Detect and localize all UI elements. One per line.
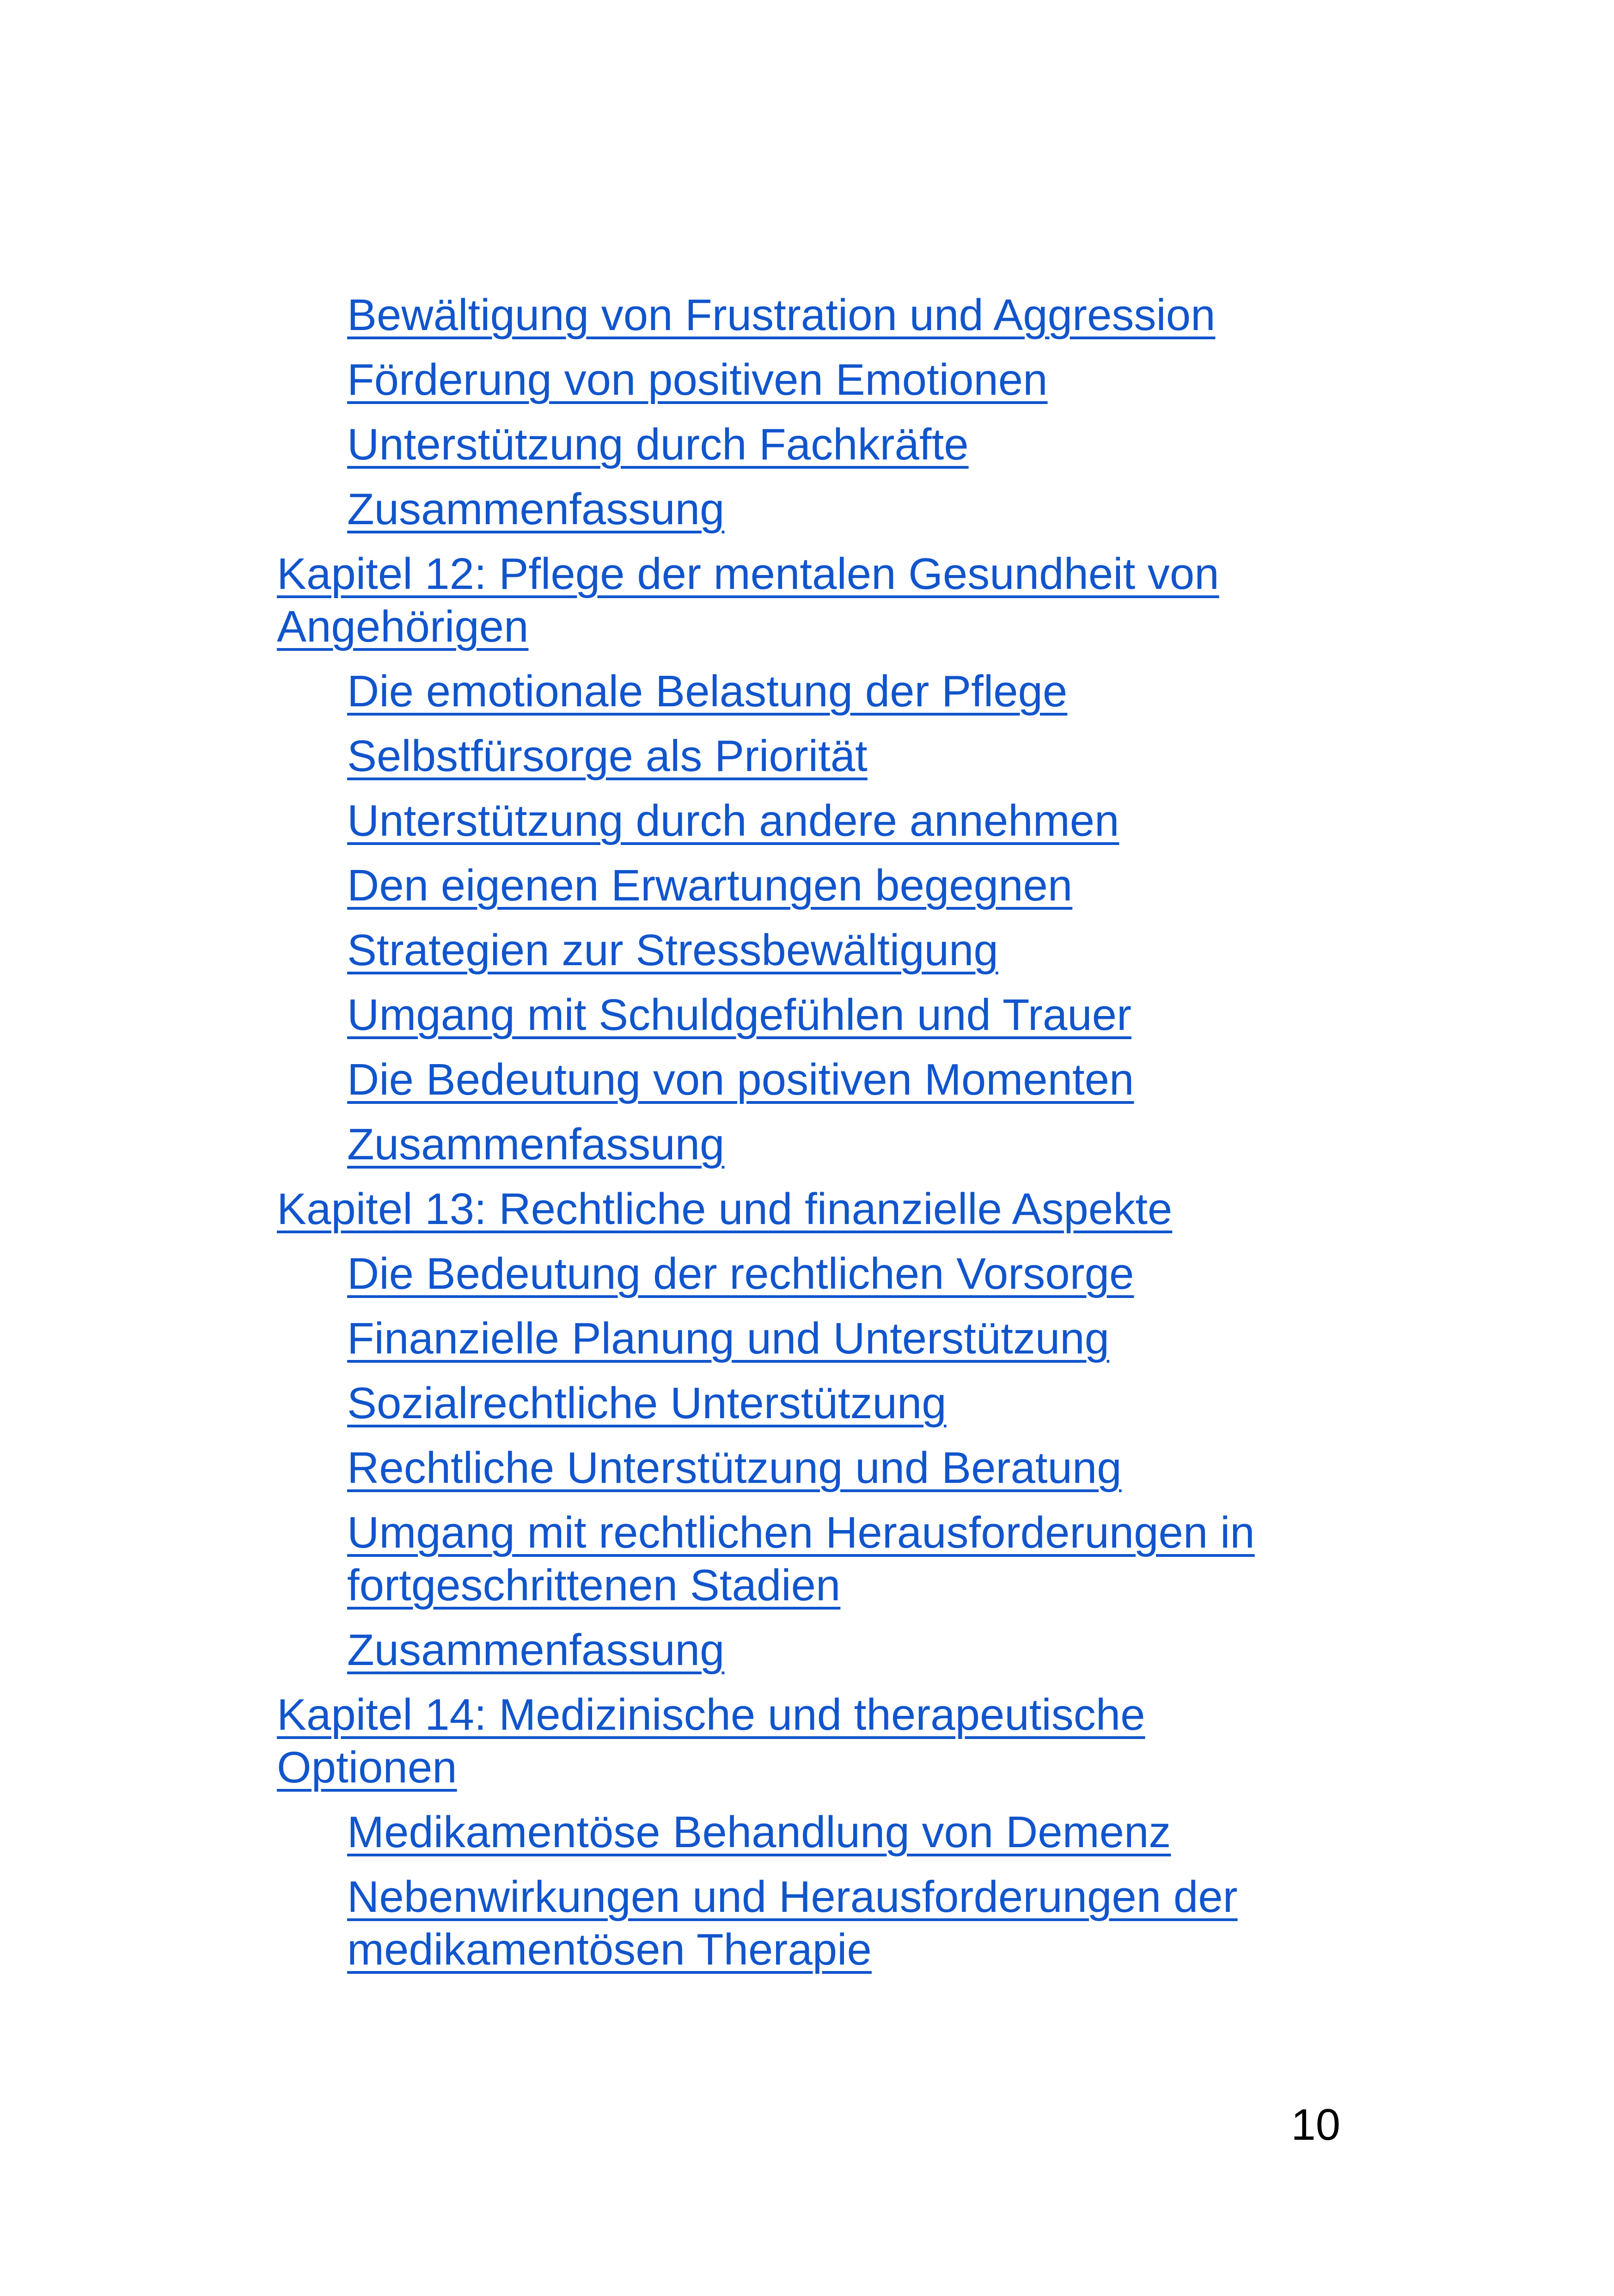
toc-link-rechtliche-beratung[interactable]: Rechtliche Unterstützung und Beratung: [347, 1443, 1122, 1493]
toc-link-kapitel-14-continued[interactable]: Optionen: [277, 1743, 457, 1792]
toc-link-kapitel-14[interactable]: Kapitel 14: Medizinische und therapeutische: [277, 1690, 1145, 1739]
toc-link-zusammenfassung-11[interactable]: Zusammenfassung: [347, 484, 725, 534]
toc-link-rechtliche-vorsorge[interactable]: Die Bedeutung der rechtlichen Vorsorge: [347, 1249, 1134, 1298]
toc-link-stressbewaeltigung[interactable]: Strategien zur Stressbewältigung: [347, 925, 998, 975]
toc-link-rechtliche-herausforderungen[interactable]: Umgang mit rechtlichen Herausforderungen in: [347, 1508, 1255, 1557]
toc-link-nebenwirkungen[interactable]: Nebenwirkungen und Herausforderungen der: [347, 1872, 1238, 1922]
toc-link-sozialrechtliche-unterstuetzung[interactable]: Sozialrechtliche Unterstützung: [347, 1378, 947, 1428]
toc-link-erwartungen-begegnen[interactable]: Den eigenen Erwartungen begegnen: [347, 861, 1073, 910]
toc-link-zusammenfassung-13[interactable]: Zusammenfassung: [347, 1625, 725, 1675]
toc-link-positive-momente[interactable]: Die Bedeutung von positiven Momenten: [347, 1055, 1134, 1104]
toc-link-finanzielle-planung[interactable]: Finanzielle Planung und Unterstützung: [347, 1314, 1110, 1363]
toc-link-nebenwirkungen-continued[interactable]: medikamentösen Therapie: [347, 1925, 872, 1974]
page-number: 10: [1291, 2100, 1340, 2149]
toc-link-unterstuetzung-annehmen[interactable]: Unterstützung durch andere annehmen: [347, 796, 1119, 845]
toc-link-medikamentoese-behandlung[interactable]: Medikamentöse Behandlung von Demenz: [347, 1807, 1171, 1857]
toc-link-positive-emotionen[interactable]: Förderung von positiven Emotionen: [347, 355, 1048, 404]
toc-link-kapitel-12-continued[interactable]: Angehörigen: [277, 602, 529, 651]
toc-link-zusammenfassung-12[interactable]: Zusammenfassung: [347, 1120, 725, 1169]
toc-link-kapitel-12[interactable]: Kapitel 12: Pflege der mentalen Gesundheit von: [277, 549, 1219, 599]
toc-link-kapitel-13[interactable]: Kapitel 13: Rechtliche und finanzielle Aspekte: [277, 1184, 1173, 1234]
toc-link-schuldgefuehle-trauer[interactable]: Umgang mit Schuldgefühlen und Trauer: [347, 990, 1132, 1040]
toc-link-selbstfuersorge[interactable]: Selbstfürsorge als Priorität: [347, 731, 868, 781]
toc-link-rechtliche-herausforderungen-continued[interactable]: fortgeschrittenen Stadien: [347, 1561, 841, 1610]
toc-link-fachkraefte[interactable]: Unterstützung durch Fachkräfte: [347, 420, 969, 469]
toc-link-emotionale-belastung[interactable]: Die emotionale Belastung der Pflege: [347, 667, 1068, 716]
toc-link-frustration-aggression[interactable]: Bewältigung von Frustration und Aggression: [347, 290, 1216, 340]
